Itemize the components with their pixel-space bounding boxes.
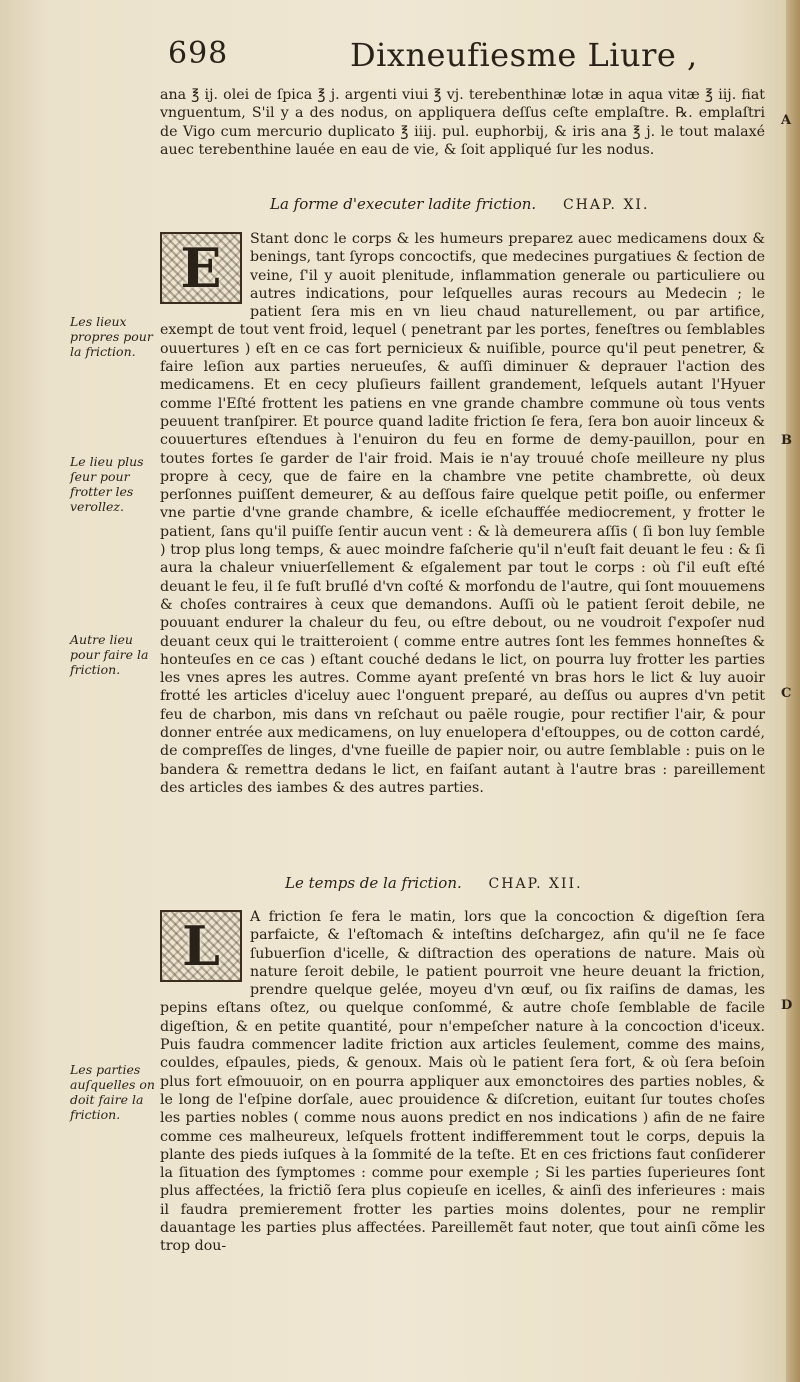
running-title: Dixneufiesme Liure ,	[350, 36, 698, 74]
section-marker: A	[781, 113, 792, 128]
section-marker: C	[781, 686, 792, 701]
ornamental-initial-l-icon	[160, 910, 242, 982]
section-marker: B	[781, 433, 792, 448]
chapter-12-label: CHAP. XII.	[488, 876, 583, 892]
chapter-12-text: A friction ſe fera le matin, lors que la concoction & digeſtion ſera parfaicte, & l'eſtomach & inteſtins deſchargez, afin qu'il ne ſe face ſubuerſion d'icelle, & diſtraction des operations de nature. Mais où nature ſeroit debile, le patient pourroit vne heure deuant la friction, prendre quelque gelée, moyeu d'vn œuf, ou ſix raiſins de damas, les pepins eſtans oſtez, ou quelque conſommé, & autre choſe ſemblable de facile digeſtion, & en petite quantité, pour n'empeſcher nature à la concoction d'iceux. Puis faudra commencer ladite friction aux articles ſeulement, comme des mains, couldes, eſpaules, pieds, & genoux. Mais où le patient ſera fort, & où ſera beſoin plus fort eſmouuoir, on en pourra appliquer aux emonctoires des parties nobles, & le long de l'eſpine dorſale, auec prouidence & diſcretion, euitant ſur toutes choſes les parties nobles ( comme nous auons predict en nos indications ) afin de ne faire comme ces malheureux, leſquels frottent indifferemment tout le corps, depuis la plante des pieds iuſques à la ſommité de la teſte. Et en ces frictions faut conſiderer la ſituation des ſymptomes : comme pour exemple ; Si les parties ſuperieures ſont plus affectées, la frictiõ ſera plus copieuſe en icelles, & ainſi des inferieures : mais il faudra premierement frotter les parties moins dolentes, pour ne remplir dauantage les parties plus affectées. Pareillemẽt faut noter, que tout ainſi cõme les trop dou-	[160, 909, 765, 1255]
page-header	[160, 36, 720, 82]
chapter-11-title: La forme d'executer ladite friction.	[270, 195, 537, 213]
margin-note: Les lieux propres pour la friction.	[70, 314, 153, 359]
chapter-12-body	[160, 908, 765, 1256]
drop-cap-letter: L	[182, 914, 220, 978]
chapter-11-body	[160, 230, 765, 797]
chapter-12-heading	[285, 874, 755, 892]
section-marker: D	[781, 998, 793, 1013]
drop-cap-letter: E	[180, 236, 222, 300]
chapter-11-label: CHAP. XI.	[562, 197, 650, 213]
intro-paragraph	[160, 86, 765, 159]
margin-note: Autre lieu pour faire la friction.	[70, 632, 149, 677]
chapter-11-text: Stant donc le corps & les humeurs preparez auec medicamens doux & benings, tant ſyrops concoctifs, que medecines purgatiues & ſection de veine, ſ'il y auoit plenitude, inflammation generale ou particuliere ou autres indications, pour leſquelles auras recours au Medecin ; le patient ſera mis en vn lieu chaud naturellement, ou par artifice, exempt de tout vent froid, lequel ( penetrant par les portes, feneſtres ou ſemblables ouuertures ) eſt en ce cas fort pernicieux & nuiſible, pource qu'il peut penetrer, & faire leſion aux parties nerueuſes, & auſſi diminuer & deprauer l'action des medicamens. Et en cecy pluſieurs faillent grandement, leſquels autant l'Hyuer comme l'Eſté frottent les patiens en vne grande chambre commune où tous vents peuuent tranſpirer. Et pource quand ladite friction ſe fera, ſera bon auoir linceux & couuertures eſtendues à l'enuiron du feu en forme de demy-pauillon, pour en toutes fortes ſe garder de l'air froid. Mais ie n'ay trouué choſe meilleure ny plus propre à cecy, que de faire en la chambre vne petite chambrette, où deux perſonnes puiſſent demeurer, & au deſſous faire quelque petit poiſle, ou enfermer vne partie d'vne grande chambre, & icelle eſchauffée mediocrement, y frotter le patient, ſans qu'il puiſſe ſentir aucun vent : & là demeurera aſſis ( ſi bon luy ſemble ) trop plus long temps, & auec moindre faſcherie qu'il n'euſt fait deuant le feu : & ſi aura la chaleur vniuerſellement & eſgalement par tout le corps : où ſ'il euſt eſté deuant le feu, il ſe fuſt bruſlé d'vn coſté & morfondu de l'autre, qui ſont mouuemens & choſes contraires à ceux que demandons. Auſſi où le patient ſeroit debile, ne pouuant endurer la chaleur du feu, ou eſtre debout, ou ne voudroit ſ'expoſer nud deuant ceux qui le traitteroient ( comme entre autres ſont les femmes honneſtes & honteuſes en ce cas ) eſtant couché dedans le lict, on pourra luy frotter les parties les vnes apres les autres. Comme ayant preſenté vn bras hors le lict & luy auoir frotté les articles d'iceluy auec l'onguent preparé, au deſſus ou aupres d'vn petit feu de charbon, mis dans vn reſchaut ou paële rougie, pour rectifier l'air, & pour donner entrée aux medicamens, on luy enuelopera d'eſtouppes, ou de cotton cardé, de compreſſes de linges, d'vne fueille de papier noir, ou autre ſemblable : puis on le bandera & remettra dedans le lict, en faiſant autant à l'autre bras : pareillement des articles des iambes & des autres parties.	[160, 231, 765, 796]
margin-note: Les parties auſquelles on doit faire la friction.	[70, 1062, 155, 1122]
page-number: 698	[168, 36, 229, 71]
margin-note: Le lieu plus ſeur pour frotter les verollez.	[70, 454, 144, 514]
intro-text: ana ℥ ij. olei de ſpica ℥ j. argenti viui ℥ vj. terebenthinæ lotæ in aqua vitæ ℥ iij. fiat vnguentum, S'il y a des nodus, on appliquera deſſus ceſte emplaſtre. ℞. emplaſtri de Vigo cum mercurio duplicato ℥ iiij. pul. euphorbij, & iris ana ℥ j. le tout malaxé auec terebenthine lauée en eau de vie, & ſoit appliqué ſur les nodus.	[160, 87, 765, 158]
ornamental-initial-e-icon	[160, 232, 242, 304]
chapter-11-heading	[270, 195, 740, 213]
chapter-12-title: Le temps de la friction.	[285, 874, 462, 892]
